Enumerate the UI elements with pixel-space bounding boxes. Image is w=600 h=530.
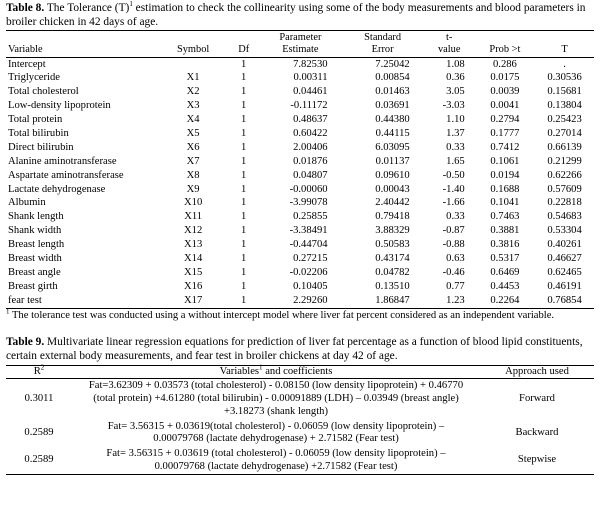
cell-prob: 0.286 [493,58,517,70]
cell-symbol: X13 [184,239,203,251]
cell-tolerance: 0.62465 [547,266,582,278]
cell-tolerance: 0.54683 [547,211,582,223]
cell-df: 1 [241,155,247,167]
cell-df: 1 [241,239,247,251]
cell-prob: 0.1688 [490,183,520,195]
cell-symbol: X14 [184,252,203,264]
table-row [6,420,594,447]
cell-symbol: X16 [184,280,203,292]
cell-t-value: 3.05 [446,86,465,98]
footnote-mark: 1 [6,307,10,316]
table9-body [6,379,594,475]
cell-estimate: 0.04461 [293,86,328,98]
cell-standard-error: 1.86847 [342,294,424,308]
cell-tolerance: 0.25423 [547,114,582,126]
cell-variable: Total bilirubin [8,127,69,139]
table-row [6,183,594,197]
equation-line: Fat=3.62309 + 0.03573 (total cholesterol) - 0.08150 (low density lipoprotein) + 0.46770 [88,380,464,392]
equation-line: +3.18273 (shank length) [224,405,328,417]
table-row [6,210,594,224]
cell-equation [72,447,480,475]
cell-standard-error: 0.79418 [375,211,410,223]
cell-prob: 0.4453 [490,280,520,292]
cell-prob: 0.0175 [490,72,520,84]
header-estimate: Parameter Estimate [259,31,341,57]
cell-t-value: -0.88 [442,239,465,251]
cell-estimate: 0.10405 [293,280,328,292]
cell-tolerance: 0.76854 [535,294,594,308]
cell-estimate: -3.99078 [289,197,328,209]
cell-t-value: 0.33 [446,211,465,223]
header-t-value: t- value [424,31,475,57]
cell-estimate: 0.25855 [293,211,328,223]
cell-df: 1 [241,266,247,278]
cell-standard-error: 0.44380 [375,114,410,126]
cell-tolerance: 0.22818 [547,197,582,209]
table-row [6,224,594,238]
cell-tolerance: 0.57609 [547,183,582,195]
cell-variable: Breast girth [8,280,58,292]
cell-df: 1 [241,114,247,126]
cell-symbol [158,57,228,71]
table-row [6,280,594,294]
cell-prob: 0.7463 [490,211,520,223]
cell-estimate: -0.44704 [289,239,328,251]
cell-df: 1 [241,169,247,181]
table8-header-row [6,31,594,57]
cell-variable: Breast angle [8,266,61,278]
table-row [6,155,594,169]
table9-header-row [6,365,594,379]
cell-standard-error: 0.43174 [375,252,410,264]
cell-standard-error: 3.88329 [375,225,410,237]
cell-t-value: -1.40 [442,183,465,195]
cell-t-value: 0.36 [446,72,465,84]
cell-t-value: 0.33 [446,141,465,153]
table-row [6,252,594,266]
cell-t-value: -3.03 [442,100,465,112]
cell-variable: Aspartate aminotransferase [8,169,124,181]
cell-prob: 0.7412 [490,141,520,153]
cell-df: 1 [241,86,247,98]
cell-df: 1 [241,197,247,209]
cell-symbol: X2 [186,86,200,98]
cell-tolerance: 0.13804 [547,100,582,112]
cell-variable: Lactate dehydrogenase [8,183,106,195]
table9-label: Table 9. [6,336,45,349]
cell-t-value: -0.50 [442,169,465,181]
cell-equation [72,379,480,420]
cell-symbol: X1 [186,72,200,84]
cell-variable: Low-density lipoprotein [8,100,111,112]
table8-caption-footnote-mark: 1 [129,0,133,9]
cell-standard-error: 6.03095 [375,141,410,153]
cell-estimate: 0.00311 [293,72,328,84]
cell-symbol: X5 [186,127,200,139]
table8-footnote [6,307,594,323]
cell-t-value: 1.08 [446,58,465,70]
cell-symbol: X10 [184,197,203,209]
cell-approach: Stepwise [480,447,594,475]
cell-variable: Breast width [8,252,62,264]
header-approach: Approach used [480,365,594,379]
cell-equation [72,420,480,447]
cell-symbol: X8 [186,169,200,181]
table-row [6,197,594,211]
cell-standard-error: 0.01137 [375,155,410,167]
cell-prob: 0.0194 [490,169,520,181]
cell-r-squared: 0.2589 [6,447,72,475]
cell-standard-error: 0.00854 [375,72,410,84]
cell-tolerance: . [563,58,566,70]
equation-line: (total protein) +4.61280 (total bilirubin) - 0.00091889 (LDH) – 0.03949 (breast angle) [93,393,459,405]
table-row [6,141,594,155]
cell-t-value: 1.10 [446,114,465,126]
cell-symbol: X12 [184,225,203,237]
footnote-text: The tolerance test was conducted using a without intercept model where liver fat percent considered as an independent variable. [9,309,555,321]
cell-df: 1 [241,183,247,195]
table-row [6,113,594,127]
cell-tolerance: 0.15681 [547,86,582,98]
cell-standard-error: 0.50583 [375,239,410,251]
table-row [6,169,594,183]
header-df: Df [228,31,259,57]
equation-line: Fat= 3.56315 + 0.03619 (total cholesterol) - 0.06059 (low density lipoprotein) – [106,447,446,459]
cell-df: 1 [228,294,259,308]
header-tolerance: T [535,31,594,57]
table8-label: Table 8. [6,2,45,14]
cell-r-squared: 0.3011 [24,393,54,405]
table8 [6,30,594,308]
cell-variable: Total protein [8,114,63,126]
cell-symbol: X4 [186,114,200,126]
cell-estimate: 7.82530 [293,58,328,70]
equation-line: Fat= 3.56315 + 0.03619(total cholesterol) - 0.06059 (low density lipoprotein) – [107,420,445,432]
cell-variable: Albumin [8,197,46,209]
cell-standard-error: 0.04782 [375,266,410,278]
cell-variable: Triglyceride [8,72,60,84]
cell-tolerance: 0.30536 [547,72,582,84]
cell-t-value: -0.46 [442,266,465,278]
cell-df: 1 [241,127,247,139]
cell-tolerance: 0.40261 [547,239,582,251]
cell-symbol: X17 [158,294,228,308]
cell-df: 1 [241,100,247,112]
cell-approach: Backward [515,426,559,438]
cell-prob: 0.2794 [490,114,520,126]
cell-standard-error: 0.03691 [375,100,410,112]
cell-approach: Forward [519,393,555,405]
header-prob: Prob >t [475,31,535,57]
cell-variable: Alanine aminotransferase [8,155,117,167]
cell-symbol: X15 [184,266,203,278]
cell-standard-error: 0.00043 [375,183,410,195]
cell-prob: 0.3881 [490,225,520,237]
cell-tolerance: 0.46627 [547,252,582,264]
table-row [6,85,594,99]
equation-line: 0.00079768 (lactate dehydrogenase) +2.71582 (Fear test) [154,460,398,472]
cell-estimate: 0.48637 [293,114,328,126]
cell-tolerance: 0.53304 [547,225,582,237]
table-row [6,294,594,308]
cell-tolerance: 0.27014 [547,127,582,139]
cell-estimate: -3.38491 [289,225,328,237]
table9 [6,365,594,476]
cell-symbol: X6 [186,141,200,153]
table8-caption-part-a: The Tolerance (T) [44,2,130,14]
table-row [6,379,594,420]
table9-caption-text: Multivariate linear regression equations for prediction of liver fat percentage as a function of blood lipid constituents, certain external body measurements, and fear test in broiler chickens at day 42 of age. [6,336,583,363]
cell-variable: fear test [6,294,158,308]
cell-standard-error: 0.09610 [375,169,410,181]
cell-symbol: X9 [186,183,200,195]
table-row [6,238,594,252]
cell-estimate: 2.00406 [293,141,328,153]
cell-standard-error: 7.25042 [375,58,410,70]
table-row [6,447,594,475]
header-standard-error: Standard Error [342,31,424,57]
cell-estimate: -0.11172 [290,100,328,112]
cell-df: 1 [241,225,247,237]
cell-variable: Shank width [8,225,62,237]
cell-r-squared: 0.2589 [24,426,54,438]
cell-tolerance: 0.66139 [547,141,582,153]
header-r-squared: $R^2$ [6,365,72,379]
table-row [6,127,594,141]
cell-estimate: -0.02206 [289,266,328,278]
cell-standard-error: 0.13510 [375,280,410,292]
cell-prob: 0.1777 [490,127,520,139]
table-row [6,72,594,86]
cell-df: 1 [241,252,247,264]
cell-prob: 0.3816 [490,239,520,251]
cell-variable: Direct bilirubin [8,141,74,153]
cell-estimate: 0.60422 [293,127,328,139]
header-symbol: Symbol [158,31,228,57]
cell-standard-error: 2.40442 [375,197,410,209]
cell-symbol: X3 [186,100,200,112]
table8-caption [6,2,594,29]
cell-estimate: 2.29260 [259,294,341,308]
cell-t-value: -1.66 [442,197,465,209]
table-row [6,57,594,71]
cell-prob: 0.6469 [490,266,520,278]
cell-variable: Shank length [8,211,64,223]
cell-df: 1 [241,72,247,84]
header-variables-coefficients: Variables$^1$ and coefficients [72,365,480,379]
table-row [6,99,594,113]
header-variable: Variable [6,31,158,57]
cell-prob: 0.0041 [490,100,520,112]
cell-estimate: 0.27215 [293,252,328,264]
cell-prob: 0.1061 [490,155,520,167]
cell-t-value: 1.65 [446,155,465,167]
cell-estimate: 0.04807 [293,169,328,181]
cell-symbol: X11 [184,211,203,223]
cell-t-value: -0.87 [442,225,465,237]
cell-standard-error: 0.01463 [375,86,410,98]
cell-t-value: 0.77 [446,280,465,292]
equation-line: 0.00079768 (lactate dehydrogenase) + 2.71582 (Fear test) [153,433,399,445]
cell-standard-error: 0.44115 [375,127,410,139]
cell-symbol: X7 [186,155,200,167]
cell-tolerance: 0.62266 [547,169,582,181]
cell-df: 1 [241,211,247,223]
cell-prob: 0.2264 [475,294,535,308]
cell-df: 1 [241,280,247,292]
cell-prob: 0.5317 [490,252,520,264]
cell-prob: 0.0039 [490,86,520,98]
cell-prob: 0.1041 [490,197,520,209]
table9-caption [6,336,594,363]
cell-variable: Total cholesterol [8,86,79,98]
table8-caption-part-b: estimation to check the collinearity using some of the body measurements and blood parameters in broiler chicken in 42 days of age. [6,2,586,28]
cell-t-value: 1.23 [424,294,475,308]
cell-tolerance: 0.21299 [547,155,582,167]
cell-t-value: 1.37 [446,127,465,139]
cell-estimate: -0.00060 [289,183,328,195]
cell-df: 1 [241,141,247,153]
cell-t-value: 0.63 [446,252,465,264]
table8-body [6,57,594,308]
cell-variable: Intercept [8,58,46,70]
cell-variable: Breast length [8,239,65,251]
table-row [6,266,594,280]
cell-tolerance: 0.46191 [547,280,582,292]
cell-estimate: 0.01876 [293,155,328,167]
cell-df: 1 [241,58,247,70]
